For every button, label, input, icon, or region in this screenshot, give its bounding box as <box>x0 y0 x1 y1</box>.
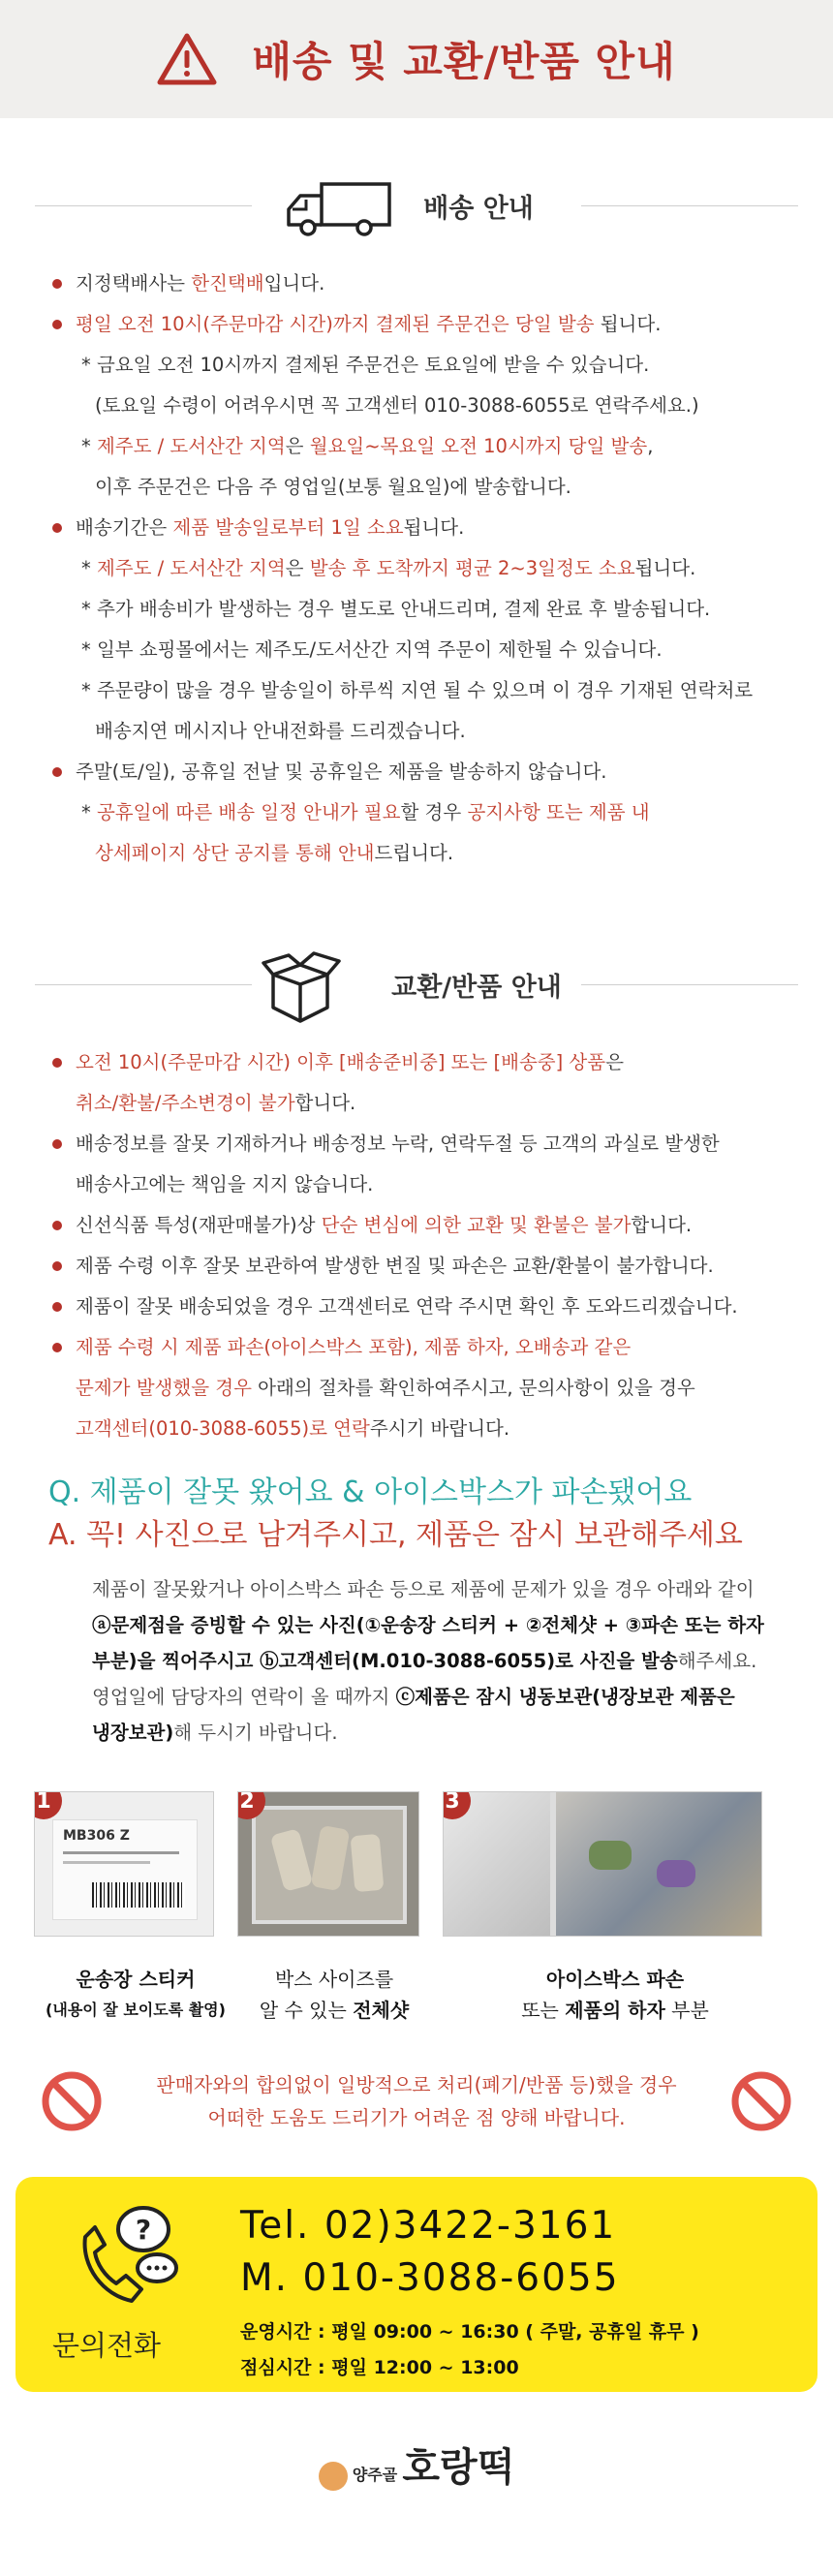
list-item: 고객센터(010-3088-6055)로 연락주시기 바랍니다. <box>76 1417 510 1440</box>
brand-logo: 양주골 호랑떡 <box>0 2436 833 2492</box>
shipping-section-header <box>0 147 833 264</box>
list-item: 평일 오전 10시(주문마감 시간)까지 결제된 주문건은 당일 발송 됩니다. <box>50 304 775 345</box>
photo-damage <box>443 1791 762 1937</box>
photo-shipping-label <box>34 1791 214 1937</box>
step-badge: 1 <box>34 1791 62 1819</box>
qa-section <box>0 1473 833 1558</box>
warning-icon <box>157 33 217 85</box>
list-item: * 주문량이 많을 경우 발송일이 하루씩 지연 될 수 있으며 이 경우 기재된 연락처로 <box>81 679 754 701</box>
qa-answer: A. 꼭! 사진으로 남겨주시고, 제품은 잠시 보관해주세요 <box>48 1518 743 1552</box>
warning-line-1: 판매자와의 합의없이 일방적으로 처리(폐기/반품 등)했을 경우 <box>156 2073 677 2096</box>
qa-question: Q. 제품이 잘못 왔어요 & 아이스박스가 파손됐어요 <box>48 1475 693 1509</box>
caption-1: 운송장 스티커 (내용이 잘 보이도록 촬영) <box>46 1968 226 2019</box>
list-item: * 일부 쇼핑몰에서는 제주도/도서산간 지역 주문이 제한될 수 있습니다. <box>81 638 663 661</box>
lunch-hours: 점심시간 : 평일 12:00 ~ 13:00 <box>240 2357 519 2378</box>
caption-3: 아이스박스 파손 또는 제품의 하자 부분 <box>521 1968 709 2022</box>
list-item: 이후 주문건은 다음 주 영업일(보통 월요일)에 발송합니다. <box>95 476 571 498</box>
contact-mobile[interactable]: M. 010-3088-6055 <box>240 2256 620 2300</box>
step-badge: 2 <box>237 1791 265 1819</box>
list-item: 지정택배사는 한진택배입니다. <box>50 264 775 304</box>
list-item: * 제주도 / 도서산간 지역은 월요일~목요일 오전 10시까지 당일 발송, <box>81 435 654 457</box>
list-item: 배송정보를 잘못 기재하거나 배송정보 누락, 연락두절 등 고객의 과실로 발생한 <box>50 1124 775 1164</box>
list-item: 배송지연 메시지나 안내전화를 드리겠습니다. <box>95 720 466 742</box>
returns-section-title: 교환/반품 안내 <box>391 972 562 1003</box>
list-item: * 제주도 / 도서산간 지역은 발송 후 도착까지 평균 2~3일정도 소요됩니다. <box>81 557 696 579</box>
photo-captions <box>0 1964 833 2026</box>
list-item: 배송사고에는 책임을 지지 않습니다. <box>76 1173 374 1195</box>
box-icon <box>260 947 341 1025</box>
list-item: 주말(토/일), 공휴일 전날 및 공휴일은 제품을 발송하지 않습니다. <box>50 752 775 792</box>
returns-section-header <box>0 926 833 1042</box>
warning-notice <box>0 2068 833 2134</box>
barcode <box>92 1882 185 1908</box>
header-banner <box>0 0 833 118</box>
sticker-code: MB306 Z <box>63 1828 130 1844</box>
contact-tel[interactable]: Tel. 02)3422-3161 <box>240 2204 617 2248</box>
prohibited-icon <box>730 2070 792 2132</box>
step-badge: 3 <box>443 1791 471 1819</box>
list-item: 신선식품 특성(재판매불가)상 단순 변심에 의한 교환 및 환불은 불가합니다. <box>50 1205 775 1246</box>
list-item: * 금요일 오전 10시까지 결제된 주문건은 토요일에 받을 수 있습니다. <box>81 354 650 376</box>
prohibited-icon <box>41 2070 103 2132</box>
warning-line-2: 어떠한 도움도 드리기가 어려운 점 양해 바랍니다. <box>207 2106 626 2129</box>
photo-examples <box>0 1791 833 1937</box>
caption-2: 박스 사이즈를 알 수 있는 전체샷 <box>259 1968 410 2022</box>
truck-icon <box>283 180 393 238</box>
list-item: 제품이 잘못 배송되었을 경우 고객센터로 연락 주시면 확인 후 도와드리겠습니다. <box>50 1287 775 1327</box>
list-item: 제품 수령 시 제품 파손(아이스박스 포함), 제품 하자, 오배송과 같은 <box>50 1327 775 1368</box>
shipping-list <box>0 264 833 874</box>
shipping-section-title: 배송 안내 <box>423 193 534 224</box>
contact-box <box>15 2177 818 2392</box>
list-item: 배송기간은 제품 발송일로부터 1일 소요됩니다. <box>50 508 775 548</box>
list-item: * 추가 배송비가 발생하는 경우 별도로 안내드리며, 결제 완료 후 발송됩니다. <box>81 598 711 620</box>
page-title: 배송 및 교환/반품 안내 <box>252 38 676 85</box>
list-item: (토요일 수령이 어려우시면 꼭 고객센터 010-3088-6055로 연락주세요.) <box>95 394 699 417</box>
tiger-icon <box>319 2462 348 2491</box>
list-item: 문제가 발생했을 경우 아래의 절차를 확인하여주시고, 문의사항이 있을 경우 <box>76 1377 695 1399</box>
list-item: 제품 수령 이후 잘못 보관하여 발생한 변질 및 파손은 교환/환불이 불가합니다. <box>50 1246 775 1287</box>
list-item: * 공휴일에 따른 배송 일정 안내가 필요할 경우 공지사항 또는 제품 내 <box>81 801 650 823</box>
contact-label: 문의전화 <box>52 2329 162 2362</box>
list-item: 상세페이지 상단 공지를 통해 안내드립니다. <box>95 842 454 864</box>
svg-text:?: ? <box>135 2214 152 2246</box>
list-item: 오전 10시(주문마감 시간) 이후 [배송준비중] 또는 [배송중] 상품은 <box>50 1042 775 1083</box>
operating-hours: 운영시간 : 평일 09:00 ~ 16:30 ( 주말, 공휴일 휴무 ) <box>240 2321 699 2343</box>
photo-full-shot <box>237 1791 419 1937</box>
phone-question-icon <box>64 2198 180 2314</box>
qa-body: 제품이 잘못왔거나 아이스박스 파손 등으로 제품에 문제가 있을 경우 아래와 같이 ⓐ문제점을 증빙할 수 있는 사진(①운송장 스티커 + ②전체샷 + ③파손 또는 하자 부분)을 찍어주시고 ⓑ고객센터(M.010-3088-6055)로 사진을 발송해주세요. 영업일에 담당자의 연락이 올 때까지 ⓒ제품은 잠시 냉동보관(냉장보관 제품은 냉장보관)해 두시기 바랍니다. <box>92 1578 764 1744</box>
returns-list <box>0 1042 833 1449</box>
list-item: 취소/환불/주소변경이 불가합니다. <box>76 1092 356 1114</box>
